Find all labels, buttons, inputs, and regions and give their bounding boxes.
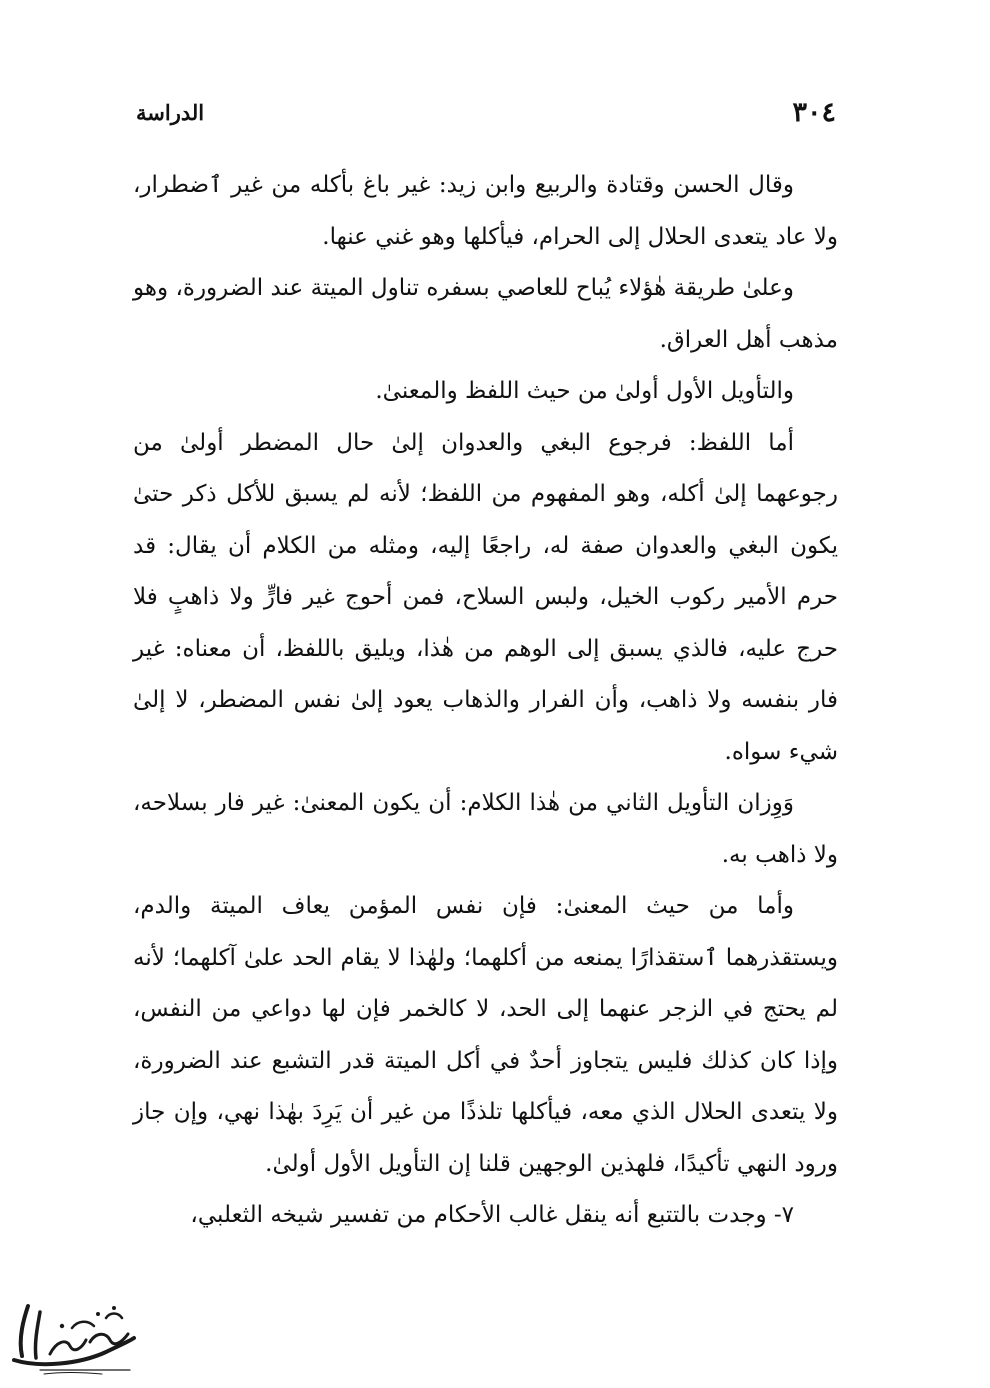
publisher-logo — [10, 1298, 140, 1376]
paragraph-5: وَوِزان التأويل الثاني من هٰذا الكلام: أن يكون المعنىٰ: غير فار بسلاحه، ولا ذاهب به. — [133, 790, 838, 868]
running-title: الدراسة — [136, 99, 205, 125]
paragraph-6: وأما من حيث المعنىٰ: فإن نفس المؤمن يعاف الميتة والدم، ويستقذرهما ٱستقذارًا يمنعه من أكلهما؛ ولهٰذا لا يقام الحد علىٰ آكلهما؛ لأنه لم يحتج في الزجر عنهما إلى الحد، لا كالخمر فإن لها دواعي من النفس، وإذا كان كذلك فليس يتجاوز أحدٌ في أكل الميتة قدر التشبع عند الضرورة، ولا يتعدى الحلال الذي معه، فيأكلها تلذذًا من غير أن يَرِدَ بهٰذا نهي، وإن جاز ورود النهي تأكيدًا، فلهذين الوجهين قلنا إن التأويل الأول أولىٰ. — [133, 893, 838, 1177]
paragraph-4: أما اللفظ: فرجوع البغي والعدوان إلىٰ حال المضطر أولىٰ من رجوعهما إلىٰ أكله، وهو المفهوم من اللفظ؛ لأنه لم يسبق للأكل ذكر حتىٰ يكون البغي والعدوان صفة له، راجعًا إليه، ومثله من الكلام أن يقال: قد حرم الأمير ركوب الخيل، ولبس السلاح، فمن أحوج غير فارٍّ ولا ذاهبٍ فلا حرج عليه، فالذي يسبق إلى الوهم من هٰذا، ويليق باللفظ، أن معناه: غير فار بنفسه ولا ذاهب، وأن الفرار والذهاب يعود إلىٰ نفس المضطر، لا إلىٰ شيء سواه. — [133, 429, 838, 765]
paragraph-3: والتأويل الأول أولىٰ من حيث اللفظ والمعنىٰ. — [375, 378, 794, 404]
paragraph-2: وعلىٰ طريقة هٰؤلاء يُباح للعاصي بسفره تناول الميتة عند الضرورة، وهو مذهب أهل العراق. — [133, 275, 838, 353]
page-number: ٣٠٤ — [792, 96, 836, 128]
paragraph-1: وقال الحسن وقتادة والربيع وابن زيد: غير باغ بأكله من غير ٱضطرار، ولا عاد يتعدى الحلال إلى الحرام، فيأكلها وهو غني عنها. — [133, 172, 838, 250]
paragraph-7: ٧- وجدت بالتتبع أنه ينقل غالب الأحكام من تفسير شيخه الثعلبي، — [190, 1202, 794, 1228]
body-text — [133, 160, 838, 1242]
page-header — [136, 92, 836, 132]
